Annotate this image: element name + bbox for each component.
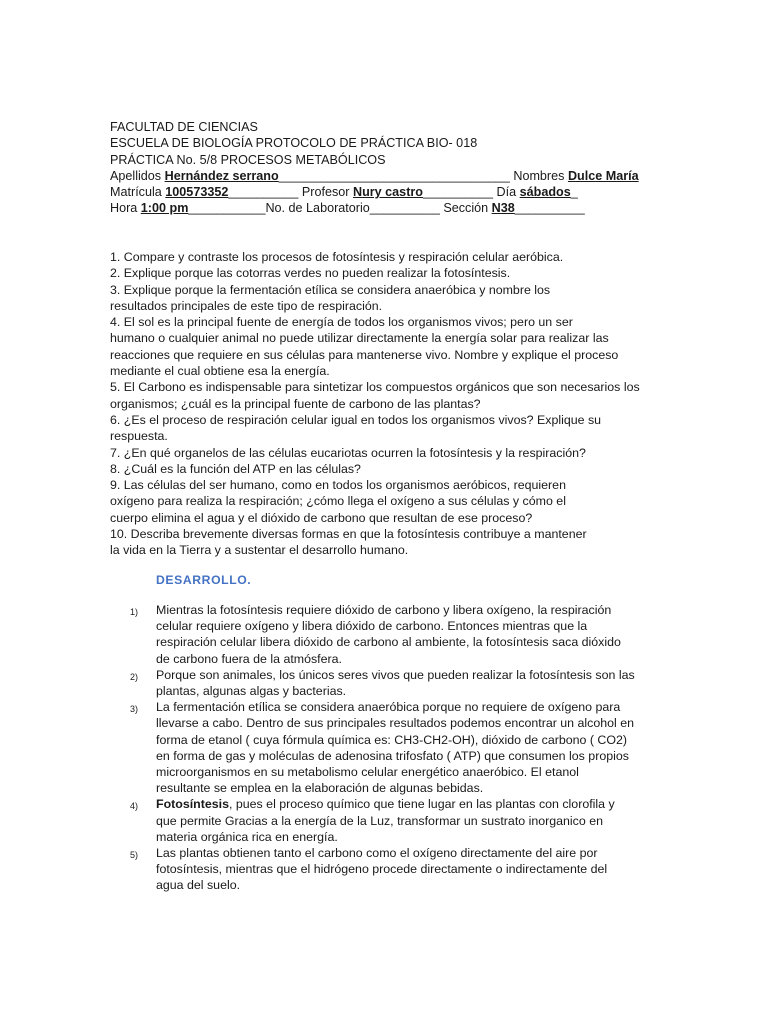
question-line: respuesta. (110, 429, 168, 444)
matricula-value: 100573352 (165, 185, 229, 200)
answer-line: llevarse a cabo. Dentro de sus principales resultados podemos encontrar un alcohol en (156, 716, 635, 731)
answer-bold-term: Fotosíntesis (156, 797, 229, 812)
question-line: resultados principales de este tipo de respiración. (110, 298, 383, 313)
answer-text (156, 845, 660, 894)
question-line: 9. Las células del ser humano, como en todos los organismos aeróbicos, requieren (110, 478, 566, 493)
answer-text (156, 796, 660, 845)
answer-line: celular requiere oxígeno y libera dióxido de carbono. Entonces mientras que la (156, 619, 588, 634)
answer-line: plantas, algunas algas y bacterias. (156, 684, 347, 699)
hora-value: 1:00 pm (140, 201, 189, 216)
answer-text (156, 667, 660, 699)
question-line: organismos; ¿cuál es la principal fuente de carbono de las plantas? (110, 396, 481, 411)
answer-line: materia orgánica rica en energía. (156, 829, 338, 844)
answer-line: forma de etanol ( cuya fórmula química es: CH3-CH2-OH), dióxido de carbono ( CO2) (156, 732, 628, 747)
question-line: reacciones que requiere en sus células para mantenerse vivo. Nombre y explique el proceso (110, 347, 619, 362)
apellidos-label: Apellidos (110, 168, 165, 183)
matricula-label: Matrícula (110, 185, 166, 200)
answer-text (156, 699, 660, 796)
dia-blank: _ (570, 185, 578, 200)
question-line: 7. ¿En qué organelos de las células eucariotas ocurren la fotosíntesis y la respiración? (110, 445, 586, 460)
apellidos-blank: _________________________________ (278, 168, 510, 183)
practice-header (110, 119, 670, 217)
nombres-label: Nombres (509, 168, 568, 183)
question-line: 10. Describa brevemente diversas formas en que la fotosíntesis contribuye a mantener (110, 527, 587, 542)
lab-label: No. de Laboratorio (265, 201, 370, 216)
answers-list (130, 602, 660, 894)
faculty-line: FACULTAD DE CIENCIAS (110, 120, 258, 134)
questions-list (110, 249, 670, 559)
profesor-value: Nury castro (352, 185, 423, 200)
answer-line: respiración celular libera dióxido de carbono al ambiente, la fotosíntesis saca dióxido (156, 635, 621, 650)
development-heading: DESARROLLO. (156, 573, 252, 587)
matricula-line (110, 184, 670, 200)
question-line: 8. ¿Cuál es la función del ATP en las células? (110, 461, 361, 476)
apellidos-value: Hernández serrano (164, 168, 279, 183)
question-line: 3. Explique porque la fermentación etílica se considera anaeróbica y nombre los (110, 282, 551, 297)
answer-line: que permite Gracias a la energía de la Luz, transformar un sustrato inorganico en (156, 813, 603, 828)
question-line: 2. Explique porque las cotorras verdes no pueden realizar la fotosíntesis. (110, 266, 511, 281)
hora-blank: ___________ (188, 201, 266, 216)
lab-blank: __________ (369, 201, 440, 216)
answer-line: Porque son animales, los únicos seres vivos que pueden realizar la fotosíntesis son las (156, 667, 635, 682)
question-line: mediante el cual obtiene esa la energía. (110, 364, 330, 379)
answer-line: en forma de gas y moléculas de adenosina trifosfato ( ATP) que consumen los propios (156, 748, 629, 763)
matricula-blank: __________ (228, 185, 299, 200)
question-line: 6. ¿Es el proceso de respiración celular igual en todos los organismos vivos? Explique su (110, 412, 602, 427)
answer-number: 1) (130, 607, 139, 617)
dia-value: sábados (519, 185, 571, 200)
question-line: 1. Compare y contraste los procesos de fotosíntesis y respiración celular aeróbica. (110, 250, 564, 264)
nombres-value: Dulce María (567, 168, 639, 183)
answer-line-rest: , pues el proceso químico que tiene lugar en las plantas con clorofila y (228, 797, 615, 812)
question-line: humano o cualquier animal no puede utilizar directamente la energía solar para realizar las (110, 331, 609, 346)
answer-item-5 (130, 845, 660, 894)
answer-line: agua del suelo. (156, 878, 241, 893)
question-line: la vida en la Tierra y a sustentar el desarrollo humano. (110, 543, 409, 558)
answer-number: 2) (130, 671, 139, 682)
dia-label: Día (493, 185, 520, 200)
question-line: oxígeno para realiza la respiración; ¿cómo llega el oxígeno a sus células y cómo el (110, 494, 566, 509)
question-line: 5. El Carbono es indispensable para sintetizar los compuestos orgánicos que son necesarios los (110, 380, 640, 395)
answer-number: 4) (130, 801, 139, 812)
answer-line (156, 796, 660, 812)
seccion-value: N38 (491, 201, 515, 216)
question-line: 4. El sol es la principal fuente de energía de todos los organismos vivos; pero un ser (110, 315, 573, 330)
practice-line: PRÁCTICA No. 5/8 PROCESOS METABÓLICOS (110, 152, 386, 167)
answer-item-4 (130, 796, 660, 845)
answer-line: Las plantas obtienen tanto el carbono como el oxígeno directamente del aire por (156, 846, 598, 861)
answer-line: de carbono fuera de la atmósfera. (156, 651, 342, 666)
hora-line (110, 200, 670, 216)
answer-item-3 (130, 699, 660, 796)
answer-number: 3) (130, 704, 139, 715)
seccion-label: Sección (439, 201, 492, 216)
answer-text (156, 602, 660, 667)
answer-line: microorganismos en su metabolismo celular energético anaeróbico. El etanol (156, 765, 579, 780)
profesor-label: Profesor (298, 185, 353, 200)
answer-line: resultante se emplea en la elaboración de algunas bebidas. (156, 781, 484, 796)
seccion-blank: __________ (514, 201, 585, 216)
hora-label: Hora (110, 201, 141, 216)
answer-line: La fermentación etílica se considera anaeróbica porque no requiere de oxígeno para (156, 700, 621, 715)
answer-item-1 (130, 602, 660, 667)
apellidos-line (110, 168, 670, 184)
school-line: ESCUELA DE BIOLOGÍA PROTOCOLO DE PRÁCTICA BIO- 018 (110, 136, 478, 151)
profesor-blank: __________ (422, 185, 494, 200)
question-line: cuerpo elimina el agua y el dióxido de carbono que resultan de ese proceso? (110, 510, 533, 525)
answer-line: fotosíntesis, mientras que el hidrógeno procede directamente o indirectamente del (156, 862, 608, 877)
answer-line: Mientras la fotosíntesis requiere dióxido de carbono y libera oxígeno, la respiración (156, 603, 612, 617)
answer-number: 5) (130, 850, 139, 861)
answer-item-2 (130, 667, 660, 699)
